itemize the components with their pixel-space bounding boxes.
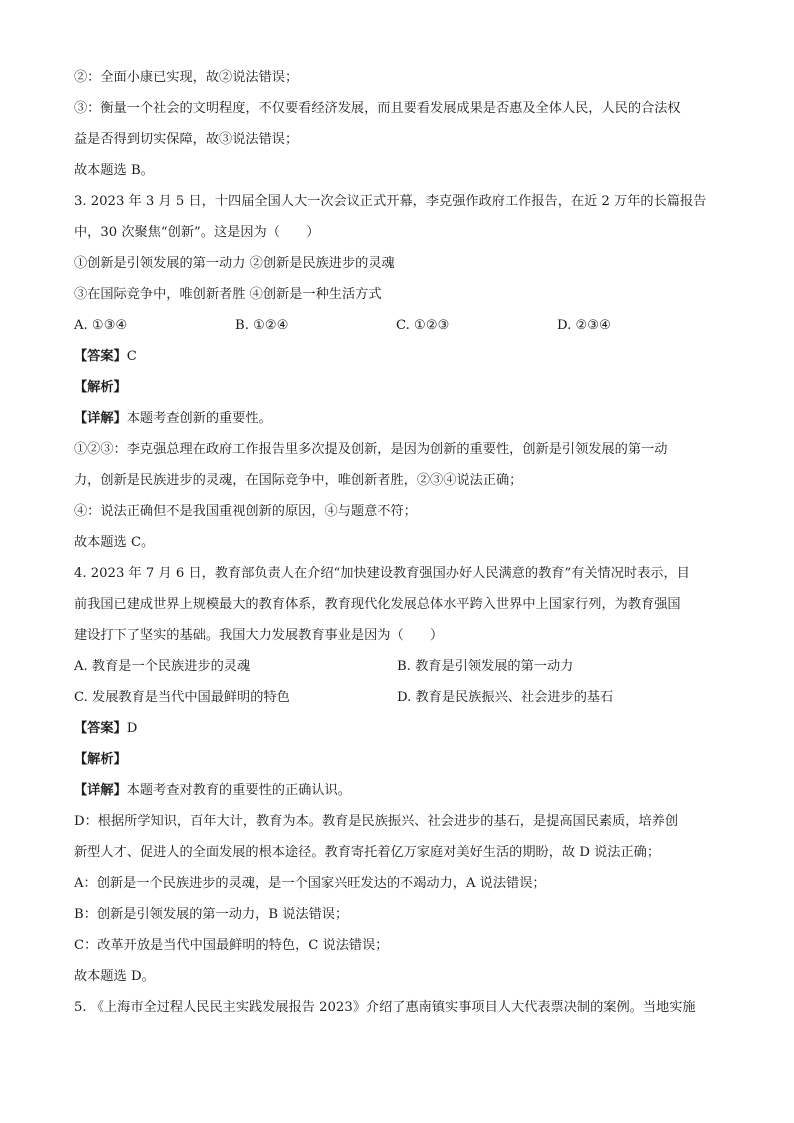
q3-option-a: A. ①③④ xyxy=(74,318,128,333)
q3-analysis-label: 【解析】 xyxy=(74,380,127,395)
q3-items-line1: ①创新是引领发展的第一动力 ②创新是民族进步的灵魂 xyxy=(74,256,395,271)
document-page xyxy=(74,62,720,1023)
q3-detail-label: 【详解】 xyxy=(74,411,127,426)
q2-explanation-2: ②：全面小康已实现，故②说法错误； xyxy=(74,70,299,85)
q4-detail-label: 【详解】 xyxy=(74,783,127,798)
q3-option-b: B. ①②④ xyxy=(235,318,289,333)
q3-answer-label: 【答案】 xyxy=(74,349,127,364)
q4-options-row2 xyxy=(74,682,720,713)
q4-stem-line1: 4. 2023 年 7 月 6 日，教育部负责人在介绍“加快建设教育强国办好人民满意的教育”有关情况时表示，目 xyxy=(74,566,690,581)
q2-explanation-3-line1: ③：衡量一个社会的文明程度，不仅要看经济发展，而且要看发展成果是否惠及全体人民，人民的合法权 xyxy=(74,101,681,116)
q4-explanation-line5: C：改革开放是当代中国最鲜明的特色，C 说法错误； xyxy=(74,938,389,953)
q4-options-row1 xyxy=(74,651,720,682)
q4-detail xyxy=(74,775,720,806)
q4-conclusion: 故本题选 D。 xyxy=(74,969,155,984)
q4-answer-value: D xyxy=(126,721,138,736)
q3-answer xyxy=(74,341,720,372)
q3-stem-line1: 3. 2023 年 3 月 5 日，十四届全国人大一次会议正式开幕，李克强作政府工作报告，在近 2 万年的长篇报告 xyxy=(74,194,707,209)
q3-items-line2: ③在国际竞争中，唯创新者胜 ④创新是一种生活方式 xyxy=(74,287,382,302)
q4-stem-line2: 前我国已建成世界上规模最大的教育体系，教育现代化发展总体水平跨入世界中上国家行列，为教育强国 xyxy=(74,597,681,612)
q4-option-a: A. 教育是一个民族进步的灵魂 xyxy=(74,659,251,674)
q5-stem-line1: 5. 《上海市全过程人民民主实践发展报告 2023》介绍了惠南镇实事项目人大代表票决制的案例。当地实施 xyxy=(74,1000,696,1015)
q4-explanation-line1: D：根据所学知识，百年大计，教育为本。教育是民族振兴、社会进步的基石，是提高国民素质，培养创 xyxy=(74,814,679,829)
q3-explanation-line1: ①②③：李克强总理在政府工作报告里多次提及创新，是因为创新的重要性，创新是引领发展的第一动 xyxy=(74,442,668,457)
q4-explanation-line3: A：创新是一个民族进步的灵魂，是一个国家兴旺发达的不竭动力，A 说法错误； xyxy=(74,876,546,891)
q3-analysis xyxy=(74,372,720,403)
q3-option-c: C. ①②③ xyxy=(396,318,450,333)
q4-answer-label: 【答案】 xyxy=(74,721,127,736)
q3-explanation-line2: 力，创新是民族进步的灵魂，在国际竞争中，唯创新者胜，②③④说法正确； xyxy=(74,473,523,488)
q3-detail xyxy=(74,403,720,434)
q4-analysis xyxy=(74,744,720,775)
q3-detail-text: 本题考查创新的重要性。 xyxy=(126,411,272,426)
q3-options xyxy=(74,310,720,341)
q4-detail-text: 本题考查对教育的重要性的正确认识。 xyxy=(126,783,351,798)
q4-explanation-line2: 新型人才、促进人的全面发展的根本途径。教育寄托着亿万家庭对美好生活的期盼，故 D 说法正确； xyxy=(74,845,661,860)
q4-answer xyxy=(74,713,720,744)
q4-stem-line3: 建设打下了坚实的基础。我国大力发展教育事业是因为（ ） xyxy=(74,628,444,643)
q4-analysis-label: 【解析】 xyxy=(74,752,127,767)
q4-option-c: C. 发展教育是当代中国最鲜明的特色 xyxy=(74,690,290,705)
q4-option-d: D. 教育是民族振兴、社会进步的基石 xyxy=(397,690,614,705)
q3-conclusion: 故本题选 C。 xyxy=(74,535,155,550)
q2-explanation-3-line2: 益是否得到切实保障，故③说法错误； xyxy=(74,132,299,147)
q3-answer-value: C xyxy=(126,349,137,364)
q2-conclusion: 故本题选 B。 xyxy=(74,163,154,178)
q4-option-b: B. 教育是引领发展的第一动力 xyxy=(397,659,574,674)
q3-option-d: D. ②③④ xyxy=(557,318,611,333)
q4-explanation-line4: B：创新是引领发展的第一动力，B 说法错误； xyxy=(74,907,349,922)
q3-stem-line2: 中，30 次聚焦“创新”。这是因为（ ） xyxy=(74,225,320,240)
q3-explanation-line3: ④：说法正确但不是我国重视创新的原因，④与题意不符； xyxy=(74,504,417,519)
